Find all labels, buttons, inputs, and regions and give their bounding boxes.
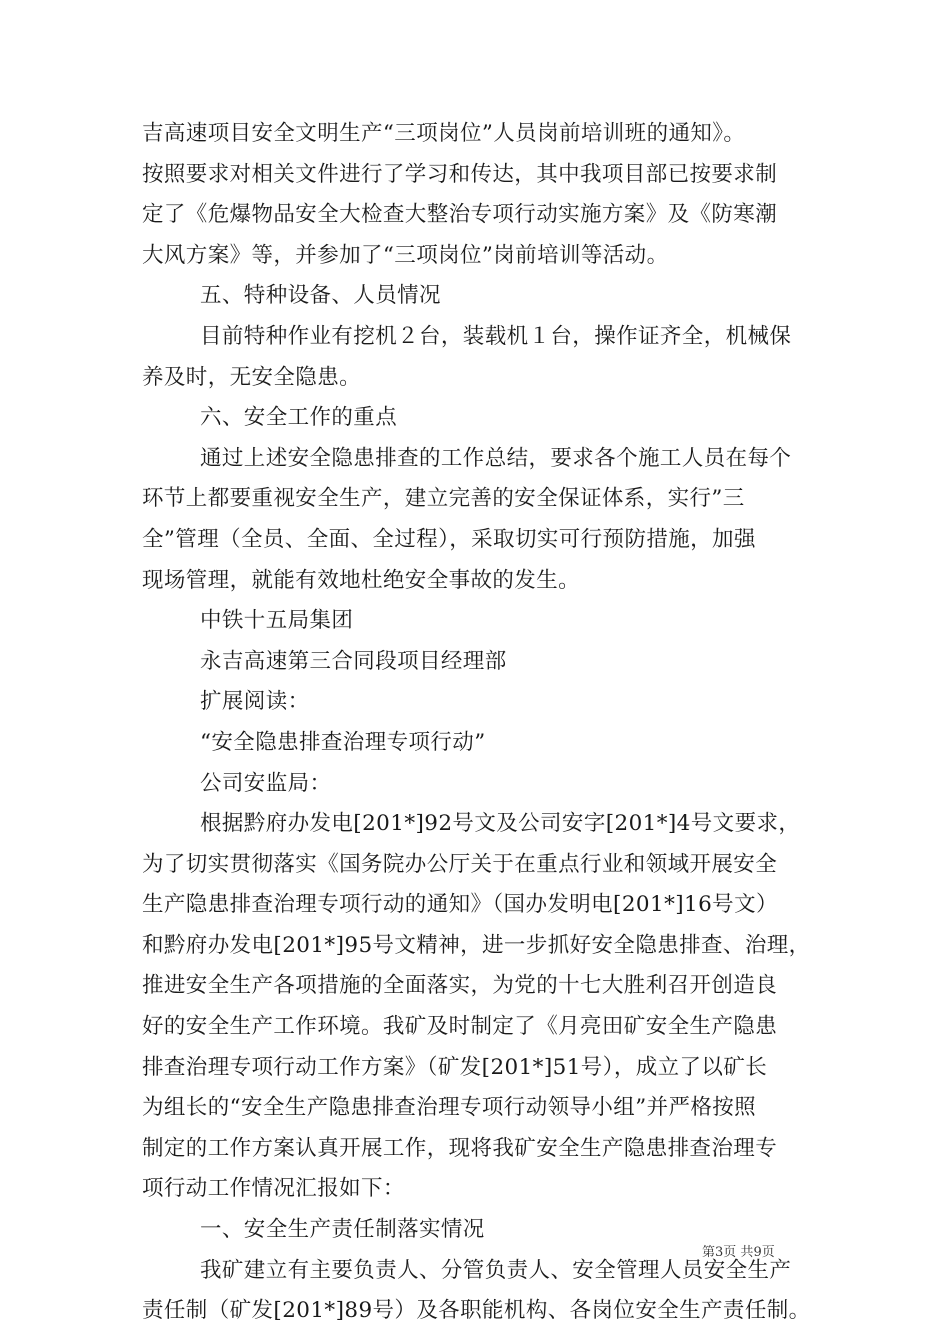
page-middle: 页 共 <box>723 1245 754 1260</box>
page-number: 3 <box>715 1245 724 1260</box>
text-line: 生产隐患排查治理专项行动的通知》（国办发明电[201*]16号文） <box>142 892 778 918</box>
text-line: 养及时，无安全隐患。 <box>142 364 362 390</box>
text-line: 目前特种作业有挖机２台，装载机１台，操作证齐全，机械保 <box>200 323 792 349</box>
page-prefix: 第 <box>702 1245 716 1260</box>
text-line: 推进安全生产各项措施的全面落实，为党的十七大胜利召开创造良 <box>142 973 778 999</box>
text-line: 吉高速项目安全文明生产“三项岗位”人员岗前培训班的通知》。 <box>142 121 746 146</box>
text-line: 通过上述安全隐患排查的工作总结，要求各个施工人员在每个 <box>200 445 792 471</box>
text-line: 环节上都要重视安全生产，建立完善的安全保证体系，实行”三 <box>142 486 745 512</box>
text-line: 现场管理，就能有效地杜绝安全事故的发生。 <box>142 567 581 593</box>
text-line: 中铁十五局集团 <box>200 608 354 634</box>
text-line: 和黔府办发电[201*]95号文精神，进一步抓好安全隐患排查、治理， <box>142 932 811 958</box>
text-line: 一、安全生产责任制落实情况 <box>200 1217 485 1243</box>
text-line: 项行动工作情况汇报如下： <box>142 1176 405 1202</box>
total-pages: 9 <box>753 1245 762 1260</box>
text-line: 为了切实贯彻落实《国务院办公厅关于在重点行业和领域开展安全 <box>142 851 778 877</box>
text-line: 大风方案》等，并参加了“三项岗位”岗前培训等活动。 <box>142 242 669 268</box>
document-body <box>142 114 832 1332</box>
text-line: 制定的工作方案认真开展工作，现将我矿安全生产隐患排查治理专 <box>142 1135 778 1161</box>
text-line: “安全隐患排查治理专项行动” <box>200 729 486 755</box>
text-line: 好的安全生产工作环境。我矿及时制定了《月亮田矿安全生产隐患 <box>142 1014 778 1040</box>
text-line: 责任制（矿发[201*]89号）及各职能机构、各岗位安全生产责任制。 <box>142 1298 811 1324</box>
text-line: 公司安监局： <box>200 770 332 796</box>
text-line: 为组长的“安全生产隐患排查治理专项行动领导小组”并严格按照 <box>142 1095 757 1121</box>
text-line: 永吉高速第三合同段项目经理部 <box>200 648 507 674</box>
text-line: 我矿建立有主要负责人、分管负责人、安全管理人员安全生产 <box>200 1257 792 1283</box>
text-line: 扩展阅读： <box>200 689 310 715</box>
text-line: 五、特种设备、人员情况 <box>200 283 441 309</box>
text-line: 全”管理（全员、全面、全过程），采取切实可行预防措施，加强 <box>142 526 756 552</box>
page-footer <box>702 1244 775 1262</box>
text-line: 按照要求对相关文件进行了学习和传达，其中我项目部已按要求制 <box>142 161 778 187</box>
text-line: 定了《危爆物品安全大检查大整治专项行动实施方案》及《防寒潮 <box>142 202 778 228</box>
text-line: 排查治理专项行动工作方案》（矿发[201*]51号），成立了以矿长 <box>142 1054 768 1080</box>
page-suffix: 页 <box>761 1245 775 1260</box>
text-line: 六、安全工作的重点 <box>200 405 398 431</box>
text-line: 根据黔府办发电[201*]92号文及公司安字[201*]4号文要求， <box>200 811 801 837</box>
